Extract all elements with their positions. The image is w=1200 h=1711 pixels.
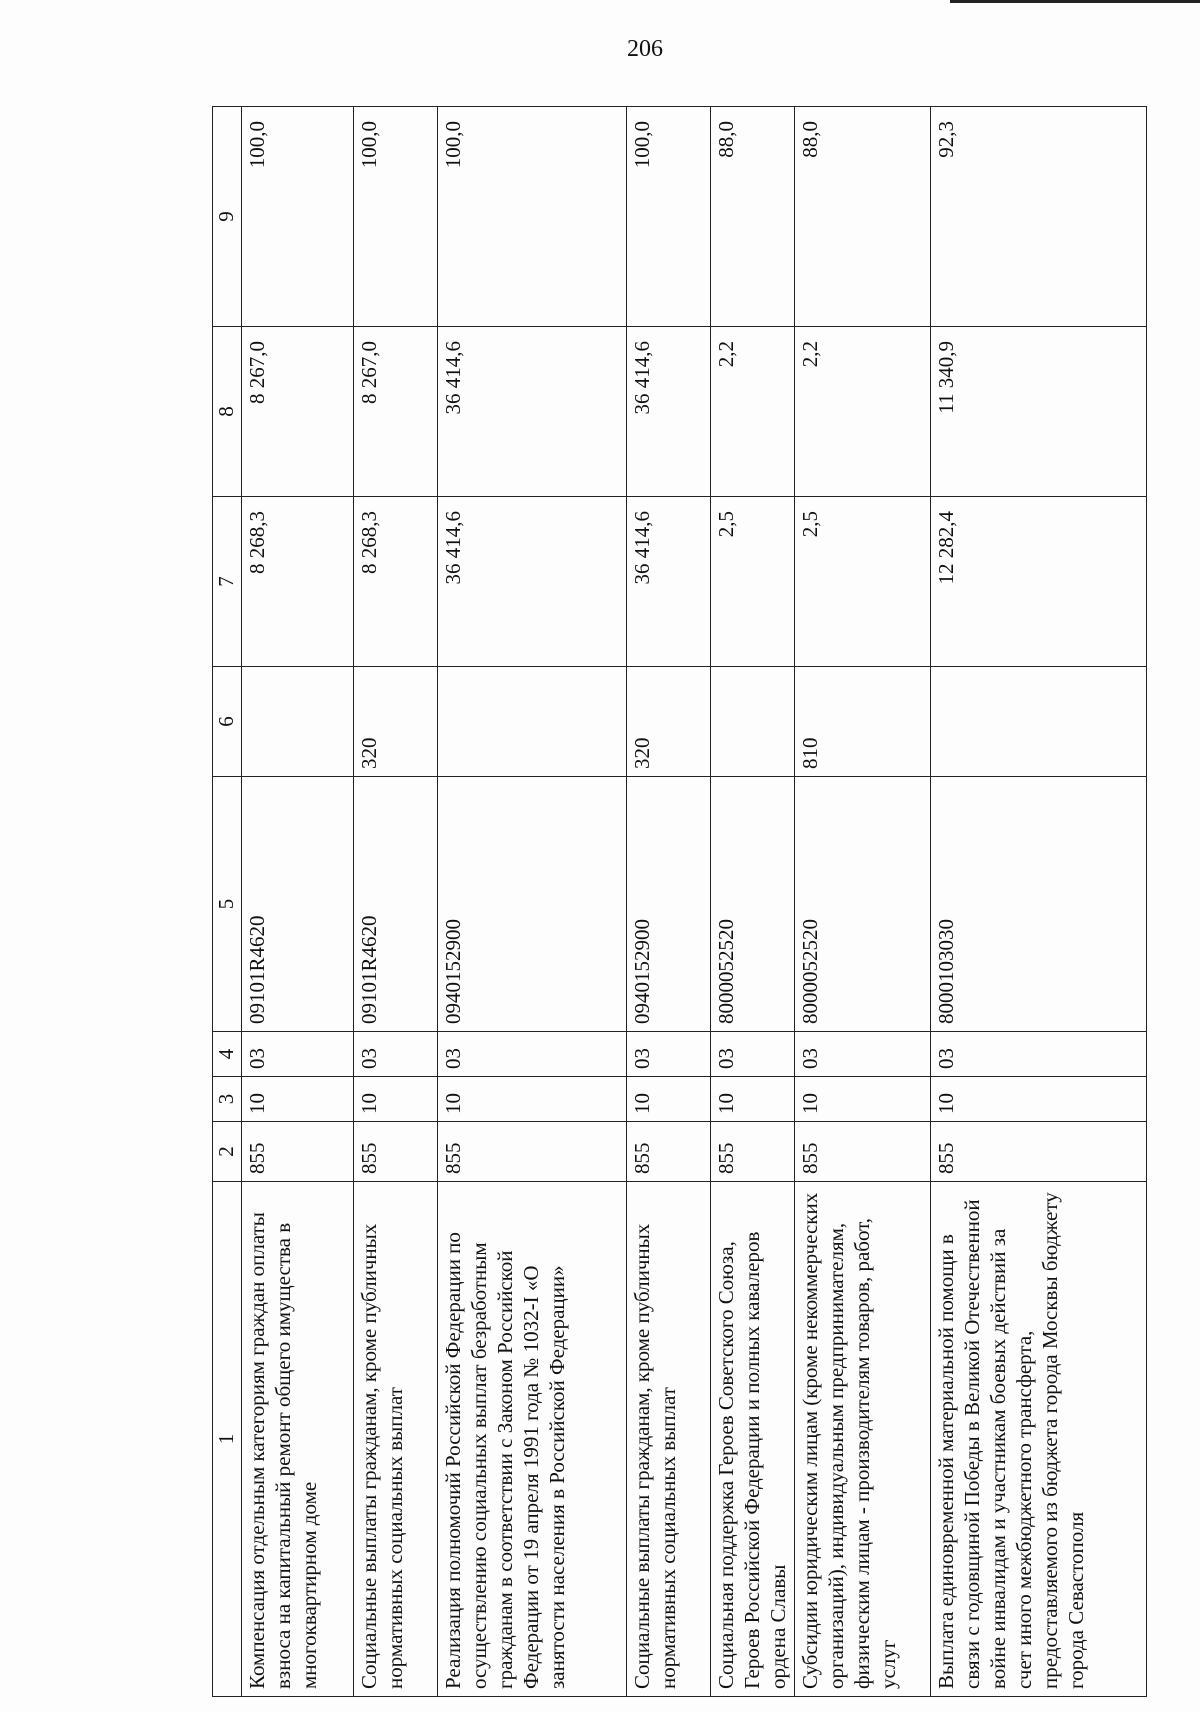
cell-c2: 855: [710, 1122, 794, 1182]
cell-c4: 03: [438, 1032, 626, 1077]
cell-c5: 09101R4620: [354, 777, 438, 1032]
header-col-7: 7: [213, 497, 242, 667]
cell-c5: 0940152900: [438, 777, 626, 1032]
cell-c9: 88,0: [710, 107, 794, 327]
cell-c5: 0940152900: [626, 777, 710, 1032]
cell-c9: 88,0: [795, 107, 931, 327]
cell-c4: 03: [354, 1032, 438, 1077]
cell-c3: 10: [931, 1077, 1147, 1122]
row-name: Социальные выплаты гражданам, кроме публичных нормативных социальных выплат: [626, 1182, 710, 1697]
cell-c5: 8000052520: [795, 777, 931, 1032]
row-name: Субсидии юридическим лицам (кроме некоммерческих организаций), индивидуальным предпринимателям, физическим лицам - производителям товаров, работ, услуг: [795, 1182, 931, 1697]
budget-table: [212, 106, 1147, 1697]
cell-c4: 03: [626, 1032, 710, 1077]
row-name: Социальная поддержка Героев Советского Союза, Героев Российской Федерации и полных кавалеров ордена Славы: [710, 1182, 794, 1697]
table-row: [354, 107, 438, 1697]
cell-c6: 320: [354, 667, 438, 777]
cell-c4: 03: [931, 1032, 1147, 1077]
cell-c8: 2,2: [710, 327, 794, 497]
cell-c2: 855: [931, 1122, 1147, 1182]
cell-c8: 8 267,0: [354, 327, 438, 497]
scan-edge-mark: [950, 0, 1200, 3]
cell-c5: 8000103030: [931, 777, 1147, 1032]
cell-c6: [710, 667, 794, 777]
cell-c7: 8 268,3: [354, 497, 438, 667]
row-name: Выплата единовременной материальной помощи в связи с годовщиной Победы в Великой Отечественной войне инвалидам и участникам боевых действий за счет иного межбюджетного трансферта, предоставляемого из бюджета города Москвы бюджету города Севастополя: [931, 1182, 1147, 1697]
cell-c2: 855: [242, 1122, 354, 1182]
header-row: [213, 107, 242, 1697]
cell-c3: 10: [710, 1077, 794, 1122]
cell-c7: 2,5: [795, 497, 931, 667]
cell-c4: 03: [795, 1032, 931, 1077]
table-row: [931, 107, 1147, 1697]
cell-c8: 8 267,0: [242, 327, 354, 497]
header-col-3: 3: [213, 1077, 242, 1122]
cell-c9: 92,3: [931, 107, 1147, 327]
cell-c9: 100,0: [438, 107, 626, 327]
table-row: [795, 107, 931, 1697]
cell-c7: 12 282,4: [931, 497, 1147, 667]
cell-c3: 10: [626, 1077, 710, 1122]
row-name: Реализация полномочий Российской Федерации по осуществлению социальных выплат безработным гражданам в соответствии с Законом Российской Федерации от 19 апреля 1991 года № 1032-I «О занятости населения в Российской Федерации»: [438, 1182, 626, 1697]
cell-c8: 2,2: [795, 327, 931, 497]
cell-c9: 100,0: [626, 107, 710, 327]
cell-c6: 810: [795, 667, 931, 777]
header-col-9: 9: [213, 107, 242, 327]
cell-c7: 36 414,6: [438, 497, 626, 667]
table-row: [438, 107, 626, 1697]
table-row: [710, 107, 794, 1697]
cell-c3: 10: [242, 1077, 354, 1122]
cell-c9: 100,0: [242, 107, 354, 327]
cell-c6: [242, 667, 354, 777]
cell-c4: 03: [710, 1032, 794, 1077]
rotated-table-wrapper: [212, 107, 1147, 1697]
cell-c8: 36 414,6: [626, 327, 710, 497]
cell-c8: 11 340,9: [931, 327, 1147, 497]
row-name: Компенсация отдельным категориям граждан оплаты взноса на капитальный ремонт общего имущества в многоквартирном доме: [242, 1182, 354, 1697]
cell-c2: 855: [354, 1122, 438, 1182]
table-row: [242, 107, 354, 1697]
header-col-4: 4: [213, 1032, 242, 1077]
cell-c2: 855: [795, 1122, 931, 1182]
header-col-6: 6: [213, 667, 242, 777]
cell-c7: 2,5: [710, 497, 794, 667]
cell-c3: 10: [795, 1077, 931, 1122]
cell-c2: 855: [626, 1122, 710, 1182]
cell-c6: 320: [626, 667, 710, 777]
cell-c5: 8000052520: [710, 777, 794, 1032]
cell-c6: [931, 667, 1147, 777]
page-number: 206: [627, 36, 663, 62]
header-col-8: 8: [213, 327, 242, 497]
cell-c3: 10: [438, 1077, 626, 1122]
cell-c9: 100,0: [354, 107, 438, 327]
cell-c3: 10: [354, 1077, 438, 1122]
header-col-2: 2: [213, 1122, 242, 1182]
row-name: Социальные выплаты гражданам, кроме публичных нормативных социальных выплат: [354, 1182, 438, 1697]
cell-c7: 8 268,3: [242, 497, 354, 667]
cell-c4: 03: [242, 1032, 354, 1077]
cell-c5: 09101R4620: [242, 777, 354, 1032]
header-col-5: 5: [213, 777, 242, 1032]
cell-c7: 36 414,6: [626, 497, 710, 667]
cell-c8: 36 414,6: [438, 327, 626, 497]
table-row: [626, 107, 710, 1697]
header-col-1: 1: [213, 1182, 242, 1697]
cell-c2: 855: [438, 1122, 626, 1182]
cell-c6: [438, 667, 626, 777]
